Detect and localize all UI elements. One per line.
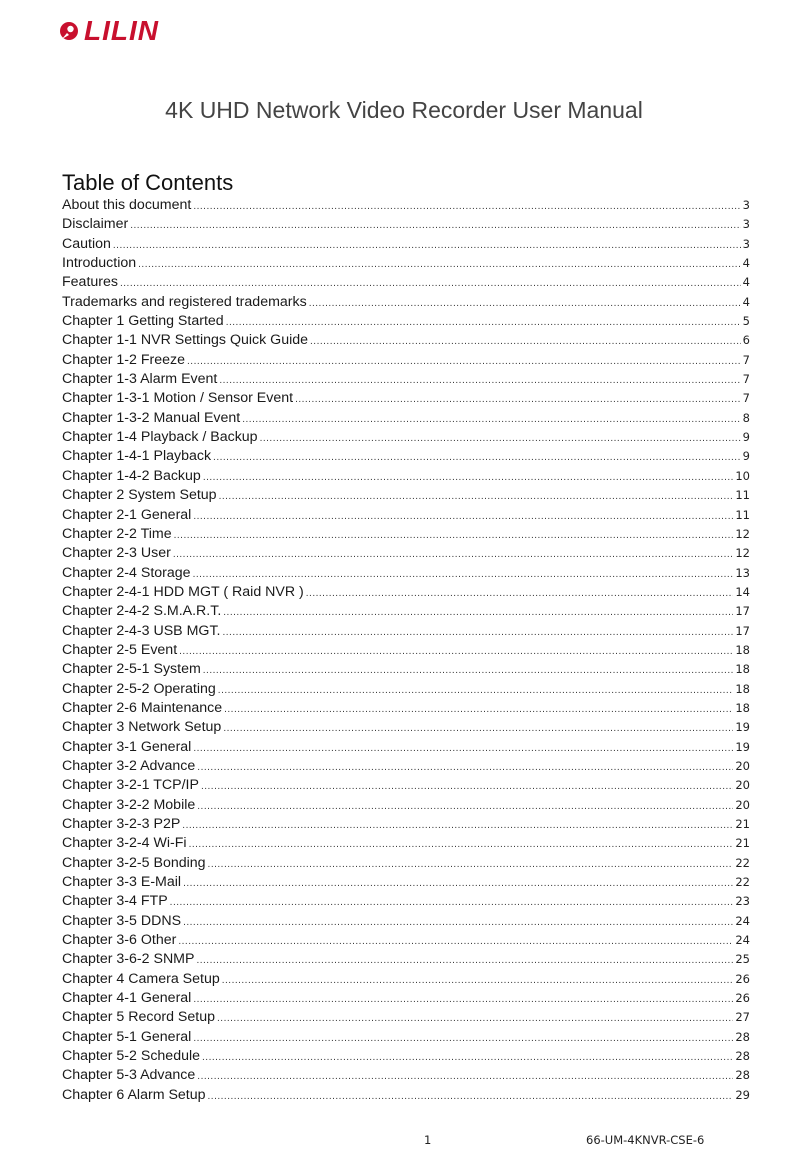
toc-entry[interactable] [62,215,750,234]
toc-entry-page: 7 [742,391,750,406]
toc-entry[interactable] [62,1066,750,1085]
toc-entry-title: Trademarks and registered trademarks [62,293,307,310]
toc-entry-page: 13 [735,565,750,580]
toc-entry[interactable] [62,796,750,815]
toc-entry-title: Chapter 2-5-1 System [62,661,201,678]
toc-entry[interactable] [62,486,750,505]
toc-dot-leader [208,855,734,873]
toc-entry[interactable] [62,854,750,873]
toc-entry[interactable] [62,331,750,350]
toc-entry[interactable] [62,525,750,544]
toc-entry-title: Introduction [62,255,137,272]
toc-entry-page: 3 [742,198,750,212]
toc-dot-leader [189,835,734,853]
toc-entry-page: 4 [742,256,750,271]
toc-entry-page: 18 [735,642,750,657]
toc-dot-leader [182,816,733,834]
toc-entry-page: 19 [735,739,750,754]
toc-entry[interactable] [62,680,750,699]
toc-entry-page: 14 [735,584,750,599]
toc-entry-page: 9 [742,430,750,445]
toc-entry-title: Chapter 3-6-2 SNMP [62,951,195,968]
toc-dot-leader [208,1087,734,1105]
toc-entry[interactable] [62,467,750,486]
toc-entry-page: 8 [742,410,750,425]
toc-entry[interactable] [62,409,750,428]
toc-entry-title: Chapter 2-1 General [62,506,192,523]
toc-entry-page: 18 [735,700,750,715]
toc-entry-title: Features [62,274,118,291]
toc-dot-leader [224,700,733,718]
toc-dot-leader [193,739,733,757]
toc-dot-leader [223,719,733,737]
toc-entry-page: 6 [742,333,750,348]
toc-entry[interactable] [62,950,750,969]
toc-entry[interactable] [62,873,750,892]
toc-dot-leader [203,468,734,486]
toc-entry[interactable] [62,699,750,718]
toc-entry-page: 26 [735,991,750,1006]
toc-dot-leader [183,874,733,892]
toc-entry-page: 23 [735,894,750,909]
toc-dot-leader [223,603,733,621]
toc-entry[interactable] [62,718,750,737]
toc-entry-page: 18 [735,662,750,677]
toc-entry[interactable] [62,602,750,621]
toc-dot-leader [130,216,740,234]
lilin-logo [58,16,159,46]
document-code: 66-UM-4KNVR-CSE-6 [586,1133,705,1147]
toc-dot-leader [174,526,734,544]
toc-entry-page: 11 [735,488,750,503]
document-title: 4K UHD Network Video Recorder User Manual [165,97,643,123]
toc-dot-leader [183,913,733,931]
toc-entry-title: Chapter 2-4 Storage [62,564,191,581]
toc-entry-title: Disclaimer [62,216,129,233]
toc-entry-page: 4 [742,294,750,309]
toc-entry-title: Chapter 3-2-3 P2P [62,816,181,832]
toc-entry-title: Chapter 3-6 Other [62,932,177,949]
table-of-contents [62,196,750,1105]
toc-entry-page: 5 [742,314,750,329]
toc-entry-page: 11 [735,507,750,522]
toc-entry-page: 4 [742,275,750,290]
toc-entry[interactable] [62,912,750,931]
toc-entry-title: Chapter 2-3 User [62,545,171,562]
toc-entry-title: Chapter 1-2 Freeze [62,351,186,368]
toc-dot-leader [197,797,733,815]
toc-dot-leader [197,758,733,776]
toc-entry-page: 18 [735,681,750,696]
toc-entry-title: Chapter 1-4 Playback / Backup [62,429,258,446]
toc-entry-page: 24 [735,913,750,928]
toc-entry-title: Chapter 1-3-1 Motion / Sensor Event [62,390,294,407]
toc-dot-leader [178,932,733,950]
toc-entry[interactable] [62,989,750,1008]
toc-entry-page: 19 [735,720,750,735]
toc-entry-title: Chapter 1-3-2 Manual Event [62,409,241,426]
toc-dot-leader [201,777,733,795]
toc-entry-page: 17 [735,604,750,619]
toc-entry-title: About this document [62,197,192,213]
toc-dot-leader [260,429,741,447]
toc-entry-title: Chapter 5-3 Advance [62,1067,196,1084]
toc-dot-leader [196,951,733,969]
toc-entry-page: 21 [735,817,750,831]
toc-entry-page: 26 [735,971,750,986]
toc-entry-title: Chapter 3-2-4 Wi-Fi [62,835,187,852]
toc-dot-leader [203,661,734,679]
toc-entry[interactable] [62,428,750,447]
toc-entry[interactable] [62,660,750,679]
toc-dot-leader [179,642,733,660]
toc-entry-title: Chapter 4 Camera Setup [62,970,220,987]
toc-entry[interactable] [62,641,750,660]
toc-dot-leader [218,681,734,699]
logo-text: LILIN [84,15,159,46]
toc-entry-title: Chapter 5-1 General [62,1028,192,1045]
toc-entry[interactable] [62,970,750,989]
toc-dot-leader [306,584,734,602]
toc-entry-page: 21 [735,836,750,851]
toc-entry-title: Chapter 2-5-2 Operating [62,680,216,697]
toc-dot-leader [219,487,734,505]
toc-entry[interactable] [62,892,750,911]
toc-entry-page: 29 [735,1087,750,1102]
toc-entry-title: Chapter 6 Alarm Setup [62,1086,206,1103]
toc-entry[interactable] [62,273,750,292]
lilin-logo-icon [58,20,80,42]
toc-entry-page: 10 [735,468,750,483]
toc-entry-page: 22 [735,875,750,890]
toc-entry-page: 9 [742,449,750,464]
toc-entry-title: Chapter 3-2 Advance [62,757,196,774]
toc-entry-page: 20 [735,758,750,773]
toc-entry[interactable] [62,196,750,215]
toc-entry-title: Chapter 3 Network Setup [62,719,222,736]
toc-dot-leader [310,332,741,350]
toc-entry-title: Chapter 5-2 Schedule [62,1048,201,1065]
toc-entry-page: 12 [735,546,750,561]
toc-entry[interactable] [62,738,750,757]
toc-entry-title: Chapter 2 System Setup [62,487,217,504]
toc-entry-title: Chapter 1-4-2 Backup [62,467,201,484]
toc-dot-leader [193,1029,733,1047]
toc-entry[interactable] [62,1086,750,1105]
toc-entry[interactable] [62,1008,750,1027]
toc-dot-leader [217,1009,733,1027]
toc-entry-page: 7 [742,352,750,367]
toc-entry-page: 3 [742,236,750,251]
toc-entry-page: 27 [735,1010,750,1025]
toc-entry-title: Chapter 2-4-3 USB MGT. [62,622,221,639]
toc-entry-title: Chapter 1-3 Alarm Event [62,371,218,388]
toc-entry-page: 12 [735,526,750,541]
toc-entry-page: 25 [735,952,750,967]
toc-entry[interactable] [62,235,750,254]
toc-entry-title: Chapter 5 Record Setup [62,1009,216,1026]
toc-dot-leader [193,507,733,525]
toc-dot-leader [193,197,740,215]
toc-entry-page: 17 [735,623,750,638]
toc-entry-page: 28 [735,1049,750,1064]
toc-entry-title: Chapter 2-4-2 S.M.A.R.T. [62,603,222,620]
toc-dot-leader [309,294,741,312]
toc-dot-leader [222,623,733,641]
toc-dot-leader [113,236,741,254]
toc-entry[interactable] [62,622,750,641]
toc-entry-page: 20 [735,797,750,812]
page-footer [0,1133,808,1149]
toc-entry-title: Chapter 3-3 E-Mail [62,874,182,891]
toc-entry[interactable] [62,351,750,370]
toc-entry[interactable] [62,1028,750,1047]
toc-dot-leader [295,390,741,408]
toc-entry-title: Chapter 3-2-5 Bonding [62,854,206,871]
toc-entry-title: Chapter 3-5 DDNS [62,912,182,929]
toc-entry[interactable] [62,506,750,525]
toc-entry-page: 20 [735,778,750,793]
toc-entry-title: Chapter 2-2 Time [62,525,172,542]
toc-entry-title: Chapter 4-1 General [62,990,192,1007]
toc-entry[interactable] [62,370,750,389]
toc-dot-leader [222,971,734,989]
toc-dot-leader [193,990,733,1008]
toc-entry-title: Chapter 2-6 Maintenance [62,699,223,716]
toc-dot-leader [226,313,741,331]
toc-entry[interactable] [62,389,750,408]
toc-entry[interactable] [62,564,750,583]
toc-entry[interactable] [62,583,750,602]
toc-entry[interactable] [62,312,750,331]
toc-entry-title: Chapter 1-1 NVR Settings Quick Guide [62,332,309,349]
toc-entry[interactable] [62,1047,750,1066]
toc-dot-leader [197,1067,733,1085]
toc-dot-leader [120,274,741,292]
toc-entry-title: Caution [62,235,111,252]
toc-dot-leader [173,545,734,563]
toc-dot-leader [202,1048,733,1066]
toc-entry[interactable] [62,834,750,853]
toc-entry-title: Chapter 2-5 Event [62,641,178,658]
toc-entry[interactable] [62,447,750,466]
toc-entry-page: 22 [735,855,750,870]
page-number: 1 [424,1133,432,1147]
toc-entry-title: Chapter 1 Getting Started [62,313,224,330]
toc-entry-title: Chapter 3-4 FTP [62,893,168,910]
toc-dot-leader [213,448,741,466]
toc-dot-leader [170,893,734,911]
toc-entry-page: 7 [742,372,750,387]
toc-entry-title: Chapter 3-2-2 Mobile [62,796,196,813]
toc-entry[interactable] [62,815,750,834]
toc-entry-title: Chapter 3-2-1 TCP/IP [62,777,199,794]
toc-dot-leader [138,255,741,273]
toc-entry-page: 28 [735,1068,750,1083]
toc-entry[interactable] [62,293,750,312]
toc-entry[interactable] [62,776,750,795]
toc-entry[interactable] [62,757,750,776]
toc-entry-page: 3 [742,217,750,232]
toc-dot-leader [187,352,741,370]
toc-entry[interactable] [62,931,750,950]
toc-entry[interactable] [62,254,750,273]
toc-dot-leader [242,410,740,428]
toc-entry-title: Chapter 2-4-1 HDD MGT ( Raid NVR ) [62,583,304,600]
toc-heading: Table of Contents [62,170,234,195]
toc-dot-leader [219,371,740,389]
toc-entry-page: 28 [735,1029,750,1044]
toc-dot-leader [193,565,734,583]
toc-entry-page: 24 [735,933,750,948]
toc-entry[interactable] [62,544,750,563]
toc-entry-title: Chapter 1-4-1 Playback [62,448,212,465]
toc-entry-title: Chapter 3-1 General [62,738,192,755]
